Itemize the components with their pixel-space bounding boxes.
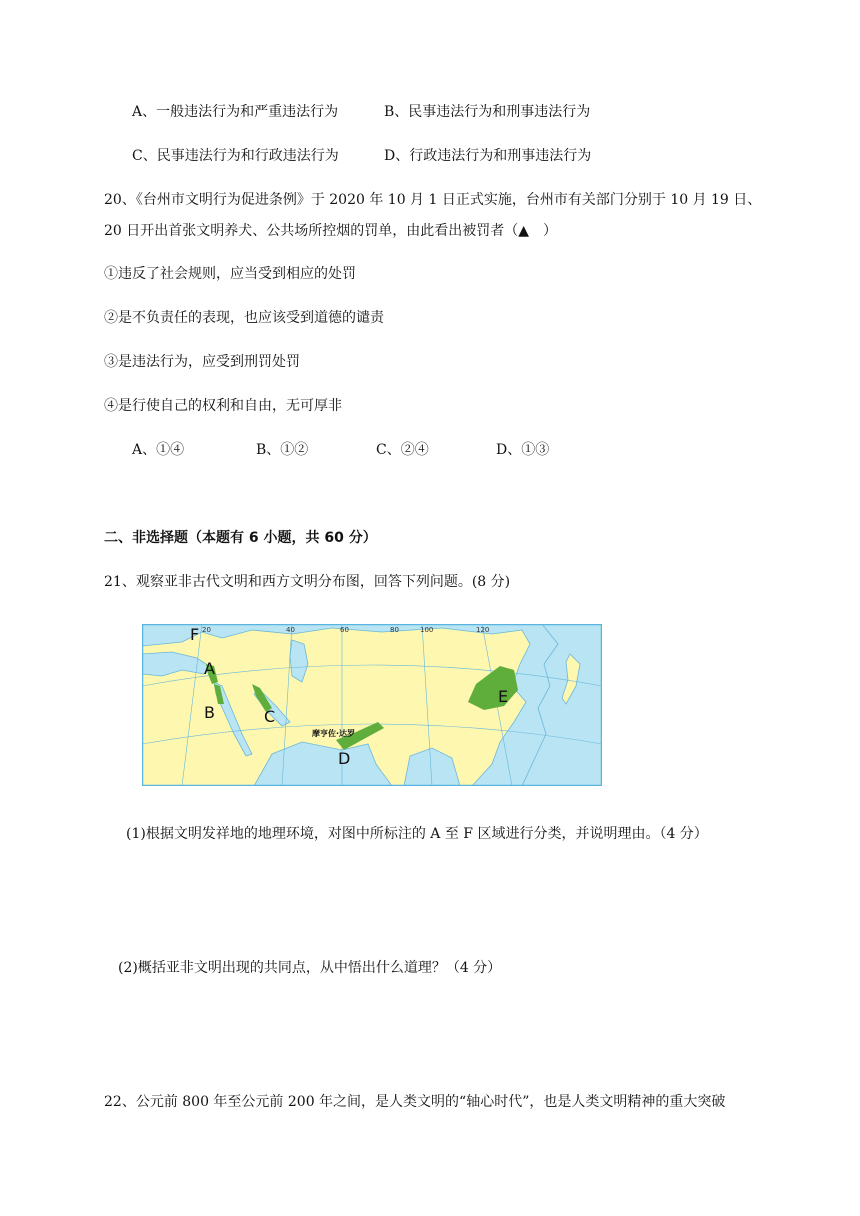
q22-stem: 22、公元前 800 年至公元前 200 年之间，是人类文明的“轴心时代”，也是人类文明精神的重大突破 xyxy=(104,1094,726,1110)
map-label-e: E xyxy=(498,687,509,706)
longitude-label: 20 xyxy=(202,626,211,634)
q20-option-b: B、①② xyxy=(256,442,309,458)
longitude-label: 100 xyxy=(420,626,434,634)
q19-option-c: C、民事违法行为和行政违法行为 xyxy=(132,148,339,164)
map-label-f: F xyxy=(190,625,200,644)
q20-option-a: A、①④ xyxy=(132,442,185,458)
q21-stem: 21、观察亚非古代文明和西方文明分布图，回答下列问题。(8 分) xyxy=(104,574,511,590)
map-label-a: A xyxy=(204,659,215,678)
map-label-c: C xyxy=(264,707,276,726)
q20-statement-1: ①违反了社会规则，应当受到相应的处罚 xyxy=(104,266,356,282)
q21-sub2: (2)概括亚非文明出现的共同点，从中悟出什么道理？（4 分） xyxy=(118,960,502,976)
q20-statement-4: ④是行使自己的权利和自由，无可厚非 xyxy=(104,398,342,414)
longitude-label: 80 xyxy=(390,626,399,634)
q20-statement-2: ②是不负责任的表现，也应该受到道德的谴责 xyxy=(104,310,384,326)
q19-option-b: B、民事违法行为和刑事违法行为 xyxy=(384,104,591,120)
q20-statement-3: ③是违法行为，应受到刑罚处罚 xyxy=(104,354,300,370)
longitude-label: 60 xyxy=(340,626,349,634)
section-heading: 二、非选择题（本题有 6 小题，共 60 分） xyxy=(104,530,377,546)
civilization-map xyxy=(142,624,602,786)
map-label-d: D xyxy=(338,749,351,768)
q20-option-d: D、①③ xyxy=(496,442,550,458)
longitude-label: 40 xyxy=(286,626,295,634)
q19-option-a: A、一般违法行为和严重违法行为 xyxy=(132,104,339,120)
map-label-b: B xyxy=(204,703,215,722)
q20-stem-line2: 20 日开出首张文明养犬、公共场所控烟的罚单，由此看出被罚者（▲ ） xyxy=(104,223,558,239)
q20-stem-line1: 20、《台州市文明行为促进条例》于 2020 年 10 月 1 日正式实施，台州市有关部门分别于 10 月 19 日、 xyxy=(104,192,762,208)
map-label-mohenjo-daro: 摩亨佐·达罗 xyxy=(312,729,356,738)
q21-sub1: (1)根据文明发祥地的地理环境，对图中所标注的 A 至 F 区域进行分类，并说明理由。（4 分） xyxy=(126,826,708,842)
q19-option-d: D、行政违法行为和刑事违法行为 xyxy=(384,148,592,164)
longitude-label: 120 xyxy=(476,626,490,634)
q20-option-c: C、②④ xyxy=(376,442,429,458)
